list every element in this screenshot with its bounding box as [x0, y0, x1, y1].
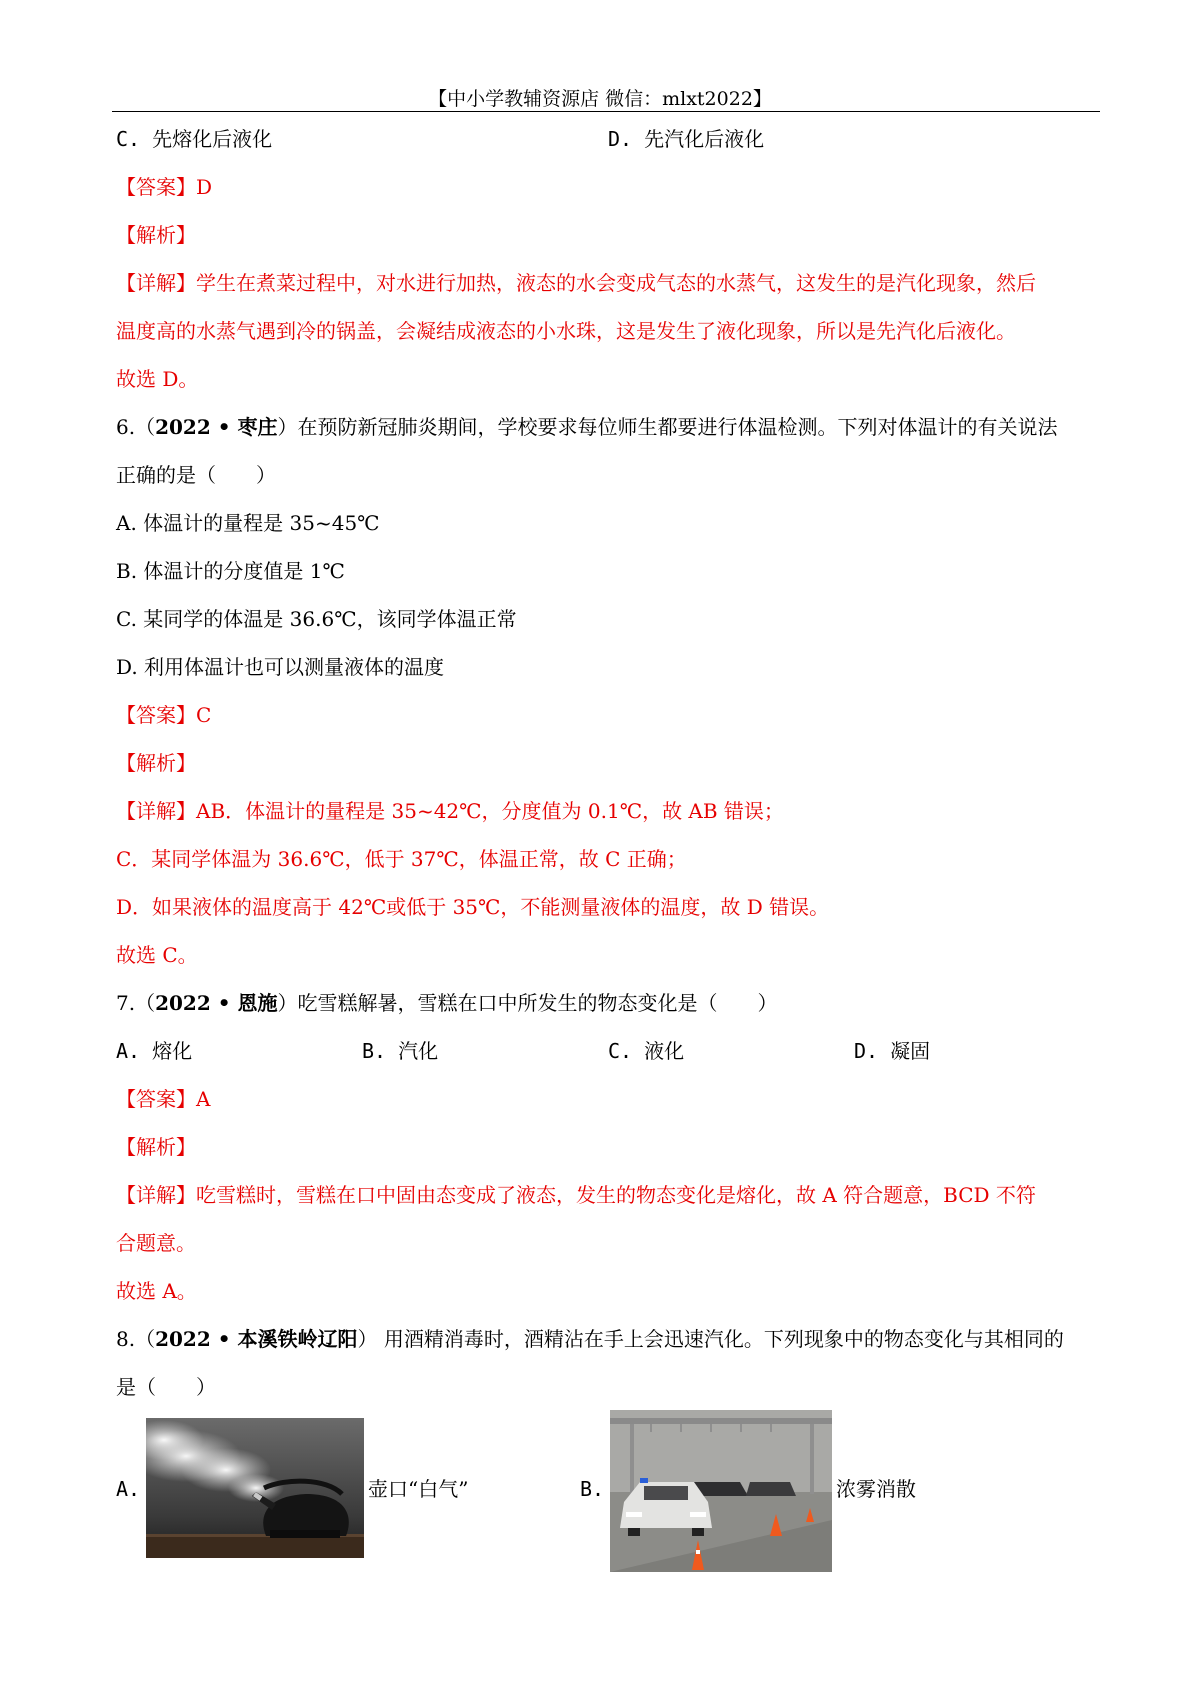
q6-stem-line2: 正确的是（ ）: [116, 463, 276, 487]
q6-detail-line2: C．某同学体温为 36.6℃，低于 37℃，体温正常，故 C 正确；: [116, 847, 687, 871]
detail-label: 【详解】: [116, 799, 196, 823]
q6-option-a: A. 体温计的量程是 35~45℃: [116, 511, 380, 535]
answer-value: C: [196, 703, 212, 727]
q5-answer: [116, 174, 212, 200]
q8-option-b-text: 浓雾消散: [836, 1477, 916, 1501]
q8-stem-line1: [116, 1326, 1064, 1352]
q7-option-b: B. 汽化: [362, 1039, 439, 1063]
q5-analysis-label: 【解析】: [116, 223, 196, 247]
q6-option-c: C. 某同学的体温是 36.6℃，该同学体温正常: [116, 607, 517, 631]
kettle-steam-image: [146, 1418, 364, 1558]
q5-detail-line2: 温度高的水蒸气遇到冷的锅盖，会凝结成液态的小水珠，这是发生了液化现象，所以是先汽化后液化。: [116, 319, 1016, 343]
question-number: 8.（: [116, 1327, 156, 1351]
question-source: 2022 • 枣庄: [155, 415, 278, 439]
q6-detail-line1: [116, 798, 784, 824]
q5-option-d: D. 先汽化后液化: [608, 127, 765, 151]
q6-option-b: B. 体温计的分度值是 1℃: [116, 559, 345, 583]
q8-stem-line2: 是（ ）: [116, 1375, 216, 1399]
q6-analysis-label: 【解析】: [116, 751, 196, 775]
detail-text: 学生在煮菜过程中，对水进行加热，液态的水会变成气态的水蒸气，这发生的是汽化现象，然后: [196, 271, 1036, 295]
page-header: 【中小学教辅资源店 微信：mlxt2022】: [428, 88, 772, 110]
header-rule: [112, 111, 1100, 112]
q8-option-a-text: 壶口“白气”: [368, 1477, 469, 1501]
answer-value: D: [196, 175, 213, 199]
q5-conclusion: 故选 D。: [116, 367, 199, 391]
question-stem: 用酒精消毒时，酒精沾在手上会迅速汽化。下列现象中的物态变化与其相同的: [377, 1327, 1064, 1351]
foggy-road-image: [610, 1410, 832, 1572]
question-number: 6.（: [116, 415, 156, 439]
q7-option-a: A. 熔化: [116, 1039, 193, 1063]
detail-label: 【详解】: [116, 271, 196, 295]
q7-conclusion: 故选 A。: [116, 1279, 197, 1303]
q7-option-d: D. 凝固: [854, 1039, 931, 1063]
question-source-close: ）: [277, 991, 298, 1015]
q8-option-b-label: B.: [580, 1477, 605, 1501]
q7-option-c: C. 液化: [608, 1039, 685, 1063]
q5-detail-line1: [116, 270, 1036, 296]
question-number: 7.（: [116, 991, 156, 1015]
q7-stem: [116, 990, 777, 1016]
answer-label: 【答案】: [116, 175, 196, 199]
question-source: 2022 • 恩施: [155, 991, 278, 1015]
q6-detail-line3: D．如果液体的温度高于 42℃或低于 35℃，不能测量液体的温度，故 D 错误。: [116, 895, 830, 919]
question-stem: 在预防新冠肺炎期间，学校要求每位师生都要进行体温检测。下列对体温计的有关说法: [297, 415, 1058, 439]
question-source-close: ）: [277, 415, 298, 439]
q6-stem-line1: [116, 414, 1057, 440]
question-source-close: ）: [357, 1327, 378, 1351]
q6-conclusion: 故选 C。: [116, 943, 198, 967]
q7-detail-line2: 合题意。: [116, 1231, 196, 1255]
q6-option-d: D. 利用体温计也可以测量液体的温度: [116, 655, 445, 679]
answer-label: 【答案】: [116, 1087, 196, 1111]
answer-value: A: [196, 1087, 211, 1111]
q7-answer: [116, 1086, 210, 1112]
detail-text: 吃雪糕时，雪糕在口中固由态变成了液态，发生的物态变化是熔化，故 A 符合题意，BCD 不符: [196, 1183, 1036, 1207]
detail-text: AB．体温计的量程是 35~42℃，分度值为 0.1℃，故 AB 错误；: [196, 799, 784, 823]
detail-label: 【详解】: [116, 1183, 196, 1207]
q8-option-a-label: A.: [116, 1477, 141, 1501]
q7-detail-line1: [116, 1182, 1036, 1208]
question-source: 2022 • 本溪铁岭辽阳: [155, 1327, 358, 1351]
q6-answer: [116, 702, 211, 728]
q5-option-c: C. 先熔化后液化: [116, 127, 273, 151]
answer-label: 【答案】: [116, 703, 196, 727]
q7-analysis-label: 【解析】: [116, 1135, 196, 1159]
question-stem: 吃雪糕解暑，雪糕在口中所发生的物态变化是（ ）: [297, 991, 778, 1015]
